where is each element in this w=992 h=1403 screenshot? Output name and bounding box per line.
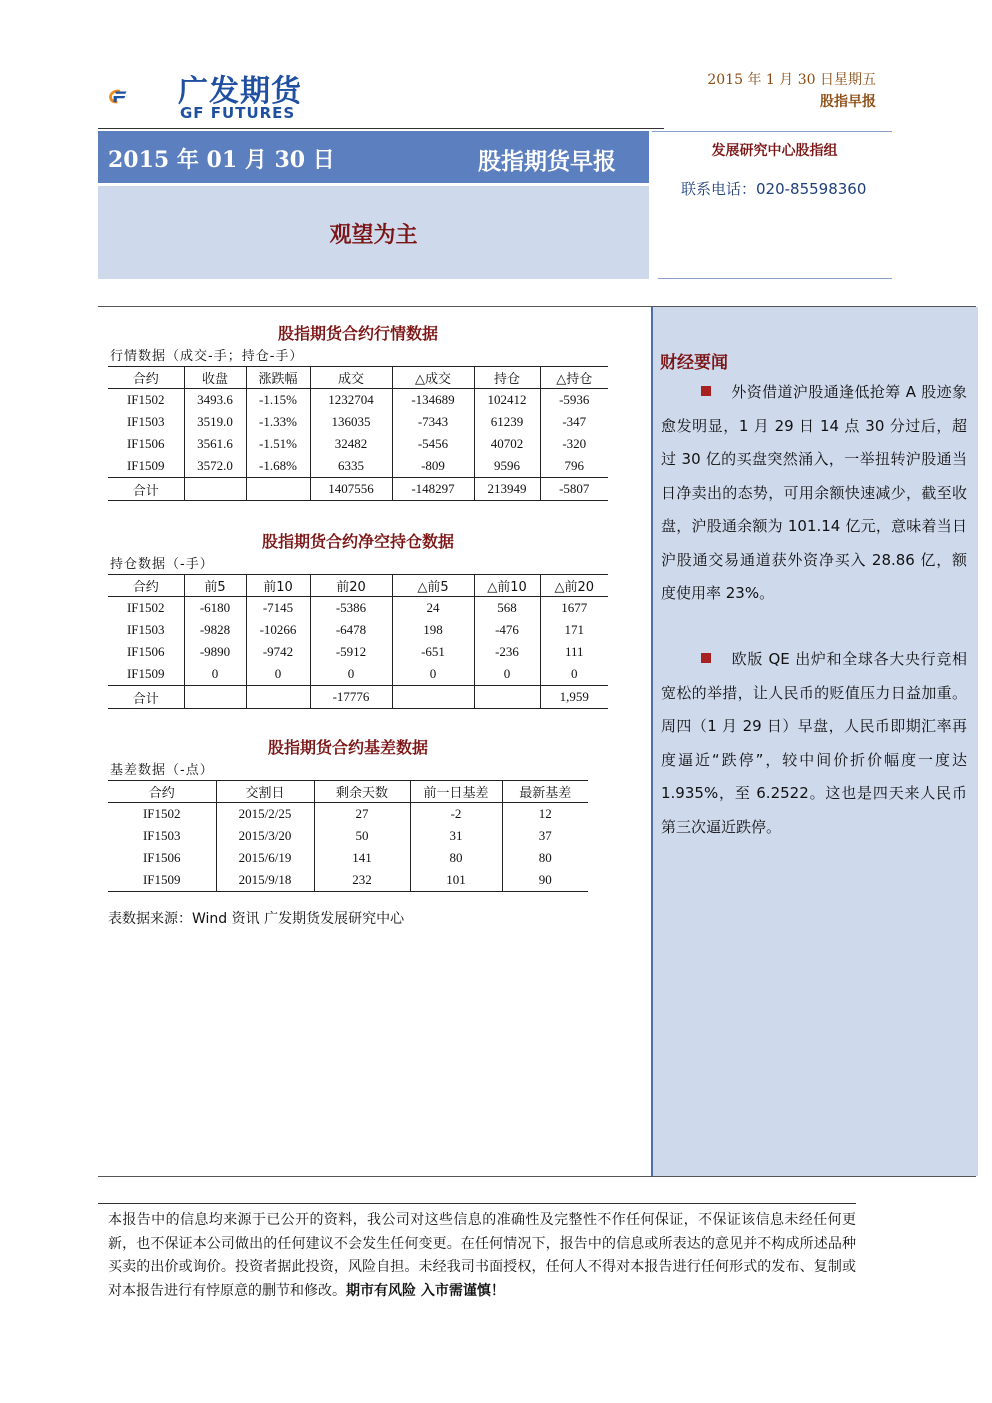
column-header: 交割日: [216, 781, 314, 803]
table-cell: IF1502: [108, 389, 184, 412]
table-cell: 171: [540, 619, 608, 641]
table-cell: -1.33%: [246, 411, 310, 433]
table-cell: -6478: [310, 619, 392, 641]
column-header: △成交: [392, 367, 474, 389]
table-cell: 102412: [474, 389, 540, 412]
news-item: [661, 643, 967, 844]
table-cell: 101: [410, 869, 502, 892]
disclaimer-text: 本报告中的信息均来源于已公开的资料，我公司对这些信息的准确性及完整性不作任何保证，不保证该信息未经任何更新，也不保证本公司做出的任何建议不会发生任何变更。在任何情况下，报告中的信息或所表达的意见并不构成所述品种买卖的出价或询价。投资者据此投资，风险自担。未经我司书面授权，任何人不得对本报告进行任何形式的发布、复制或对本报告进行有悖原意的删节和修改。: [108, 1212, 856, 1299]
table-cell: [392, 686, 474, 709]
table-cell: -7343: [392, 411, 474, 433]
logo-chinese-name: 广发期货: [178, 74, 302, 109]
table-row: [108, 455, 608, 478]
table-cell: 1407556: [310, 478, 392, 501]
contact-divider: [658, 278, 892, 279]
table-cell: 1677: [540, 597, 608, 620]
table-cell: 1,959: [540, 686, 608, 709]
table-header-row: [108, 575, 608, 597]
table-cell: 2015/6/19: [216, 847, 314, 869]
table-cell: -17776: [310, 686, 392, 709]
table-cell: 90: [502, 869, 588, 892]
column-header: 合约: [108, 575, 184, 597]
table-cell: 111: [540, 641, 608, 663]
table-cell: IF1509: [108, 455, 184, 478]
table-cell: 61239: [474, 411, 540, 433]
table-cell: 31: [410, 825, 502, 847]
table-cell: -809: [392, 455, 474, 478]
table-cell: -347: [540, 411, 608, 433]
net-short-table-title: 股指期货合约净空持仓数据: [261, 532, 454, 551]
logo-english-name: GF FUTURES: [180, 104, 296, 122]
table-cell: -7145: [246, 597, 310, 620]
market-table-note: 行情数据（成交-手；持仓-手）: [110, 349, 304, 364]
table-cell: -134689: [392, 389, 474, 412]
table-cell: IF1509: [108, 869, 216, 892]
table-cell: IF1506: [108, 641, 184, 663]
table-row: [108, 663, 608, 686]
table-cell: 9596: [474, 455, 540, 478]
header-divider: [98, 128, 664, 129]
table-row: [108, 847, 588, 869]
headline: 观望为主: [329, 223, 418, 248]
column-header: △前10: [474, 575, 540, 597]
table-cell: -1.15%: [246, 389, 310, 412]
table-cell: -10266: [246, 619, 310, 641]
column-header: 前20: [310, 575, 392, 597]
table-cell: 1232704: [310, 389, 392, 412]
column-header: 涨跌幅: [246, 367, 310, 389]
table-cell: 合计: [108, 686, 184, 709]
table-cell: 3493.6: [184, 389, 246, 412]
column-header: △前5: [392, 575, 474, 597]
table-cell: 80: [502, 847, 588, 869]
table-cell: -5936: [540, 389, 608, 412]
column-header: 最新基差: [502, 781, 588, 803]
table-cell: IF1509: [108, 663, 184, 686]
table-cell: 0: [246, 663, 310, 686]
table-row: [108, 433, 608, 455]
table-cell: -5386: [310, 597, 392, 620]
square-bullet-icon: [701, 653, 711, 663]
column-header: 持仓: [474, 367, 540, 389]
table-cell: IF1502: [108, 597, 184, 620]
table-cell: 2015/3/20: [216, 825, 314, 847]
table-cell: 2015/9/18: [216, 869, 314, 892]
table-cell: 37: [502, 825, 588, 847]
research-team: 发展研究中心股指组: [711, 143, 838, 159]
table-cell: -6180: [184, 597, 246, 620]
table-cell: 232: [314, 869, 410, 892]
table-cell: 24: [392, 597, 474, 620]
table-row: [108, 803, 588, 826]
table-total-row: [108, 686, 608, 709]
table-row: [108, 619, 608, 641]
column-header: △前20: [540, 575, 608, 597]
table-cell: -9828: [184, 619, 246, 641]
news-item-text: 欧版 QE 出炉和全球各大央行竞相宽松的举措，让人民币的贬值压力日益加重。周四（1 月 29 日）早盘，人民币即期汇率再度逼近“跌停”，较中间价折价幅度一度达 1.935%，至 6.2522。这也是四天来人民币第三次逼近跌停。: [661, 650, 967, 836]
table-row: [108, 389, 608, 412]
basis-table: [108, 780, 588, 892]
table-cell: [184, 478, 246, 501]
table-total-row: [108, 478, 608, 501]
table-cell: [474, 686, 540, 709]
table-cell: [184, 686, 246, 709]
title-report-name: 股指期货早报: [478, 149, 616, 175]
table-cell: 198: [392, 619, 474, 641]
table-cell: -651: [392, 641, 474, 663]
column-header: 剩余天数: [314, 781, 410, 803]
column-header: △持仓: [540, 367, 608, 389]
table-row: [108, 597, 608, 620]
table-cell: -9742: [246, 641, 310, 663]
table-cell: 796: [540, 455, 608, 478]
table-cell: -1.68%: [246, 455, 310, 478]
table-cell: 12: [502, 803, 588, 826]
table-cell: IF1503: [108, 411, 184, 433]
table-cell: 3519.0: [184, 411, 246, 433]
gf-logo-icon: [108, 66, 178, 126]
table-cell: -5456: [392, 433, 474, 455]
table-cell: IF1503: [108, 825, 216, 847]
column-header: 前5: [184, 575, 246, 597]
table-cell: [246, 686, 310, 709]
column-header: 收盘: [184, 367, 246, 389]
table-row: [108, 641, 608, 663]
title-date: 2015 年 01 月 30 日: [108, 147, 335, 173]
market-table-title: 股指期货合约行情数据: [277, 324, 438, 343]
net-short-table-note: 持仓数据（-手）: [110, 557, 214, 572]
table-header-row: [108, 781, 588, 803]
table-cell: 50: [314, 825, 410, 847]
data-source-note: 表数据来源：Wind 资讯 广发期货发展研究中心: [108, 911, 405, 927]
table-cell: 141: [314, 847, 410, 869]
column-header: 合约: [108, 781, 216, 803]
table-cell: 0: [540, 663, 608, 686]
column-header: 合约: [108, 367, 184, 389]
disclaimer-rule: [98, 1203, 856, 1204]
report-date-line: 2015 年 1 月 30 日星期五: [707, 72, 876, 88]
table-header-row: [108, 367, 608, 389]
market-table: [108, 366, 608, 501]
disclaimer: [108, 1209, 856, 1303]
table-cell: -236: [474, 641, 540, 663]
news-item: [661, 376, 967, 611]
table-cell: 136035: [310, 411, 392, 433]
table-cell: IF1506: [108, 433, 184, 455]
news-title: 财经要闻: [660, 353, 728, 373]
table-cell: 3561.6: [184, 433, 246, 455]
table-cell: 40702: [474, 433, 540, 455]
table-row: [108, 411, 608, 433]
table-cell: 213949: [474, 478, 540, 501]
net-short-table: [108, 574, 608, 709]
body-bottom-rule: [98, 1176, 976, 1177]
table-cell: -476: [474, 619, 540, 641]
table-cell: -9890: [184, 641, 246, 663]
column-header: 前10: [246, 575, 310, 597]
table-cell: 0: [310, 663, 392, 686]
contact-phone: 联系电话：020-85598360: [681, 180, 867, 198]
column-header: 成交: [310, 367, 392, 389]
table-cell: 0: [392, 663, 474, 686]
basis-table-title: 股指期货合约基差数据: [267, 738, 428, 757]
table-cell: 0: [184, 663, 246, 686]
table-cell: 27: [314, 803, 410, 826]
table-cell: -148297: [392, 478, 474, 501]
table-cell: 0: [474, 663, 540, 686]
report-type: 股指早报: [820, 94, 876, 110]
table-cell: [246, 478, 310, 501]
table-cell: 80: [410, 847, 502, 869]
table-cell: 568: [474, 597, 540, 620]
table-cell: 3572.0: [184, 455, 246, 478]
table-cell: 32482: [310, 433, 392, 455]
table-cell: -320: [540, 433, 608, 455]
basis-table-note: 基差数据（-点）: [110, 763, 214, 778]
table-cell: IF1503: [108, 619, 184, 641]
sidebar-header-divider: [652, 131, 892, 132]
table-cell: -2: [410, 803, 502, 826]
table-row: [108, 869, 588, 892]
column-header: 前一日基差: [410, 781, 502, 803]
table-cell: 合计: [108, 478, 184, 501]
news-item-text: 外资借道沪股通逢低抢筹 A 股迹象愈发明显，1 月 29 日 14 点 30 分过后，超过 30 亿的买盘突然涌入，一举扭转沪股通当日净卖出的态势，可用余额快速减少，截至收盘，沪股通余额为 101.14 亿元，意味着当日沪股通交易通道获外资净买入 28.86 亿，额度使用率 23%。: [661, 383, 967, 602]
table-cell: -5807: [540, 478, 608, 501]
table-cell: IF1502: [108, 803, 216, 826]
risk-warning: 期市有风险 入市需谨慎！: [346, 1282, 505, 1299]
table-cell: 6335: [310, 455, 392, 478]
square-bullet-icon: [701, 386, 711, 396]
table-cell: IF1506: [108, 847, 216, 869]
table-cell: 2015/2/25: [216, 803, 314, 826]
table-cell: -1.51%: [246, 433, 310, 455]
table-row: [108, 825, 588, 847]
table-cell: -5912: [310, 641, 392, 663]
